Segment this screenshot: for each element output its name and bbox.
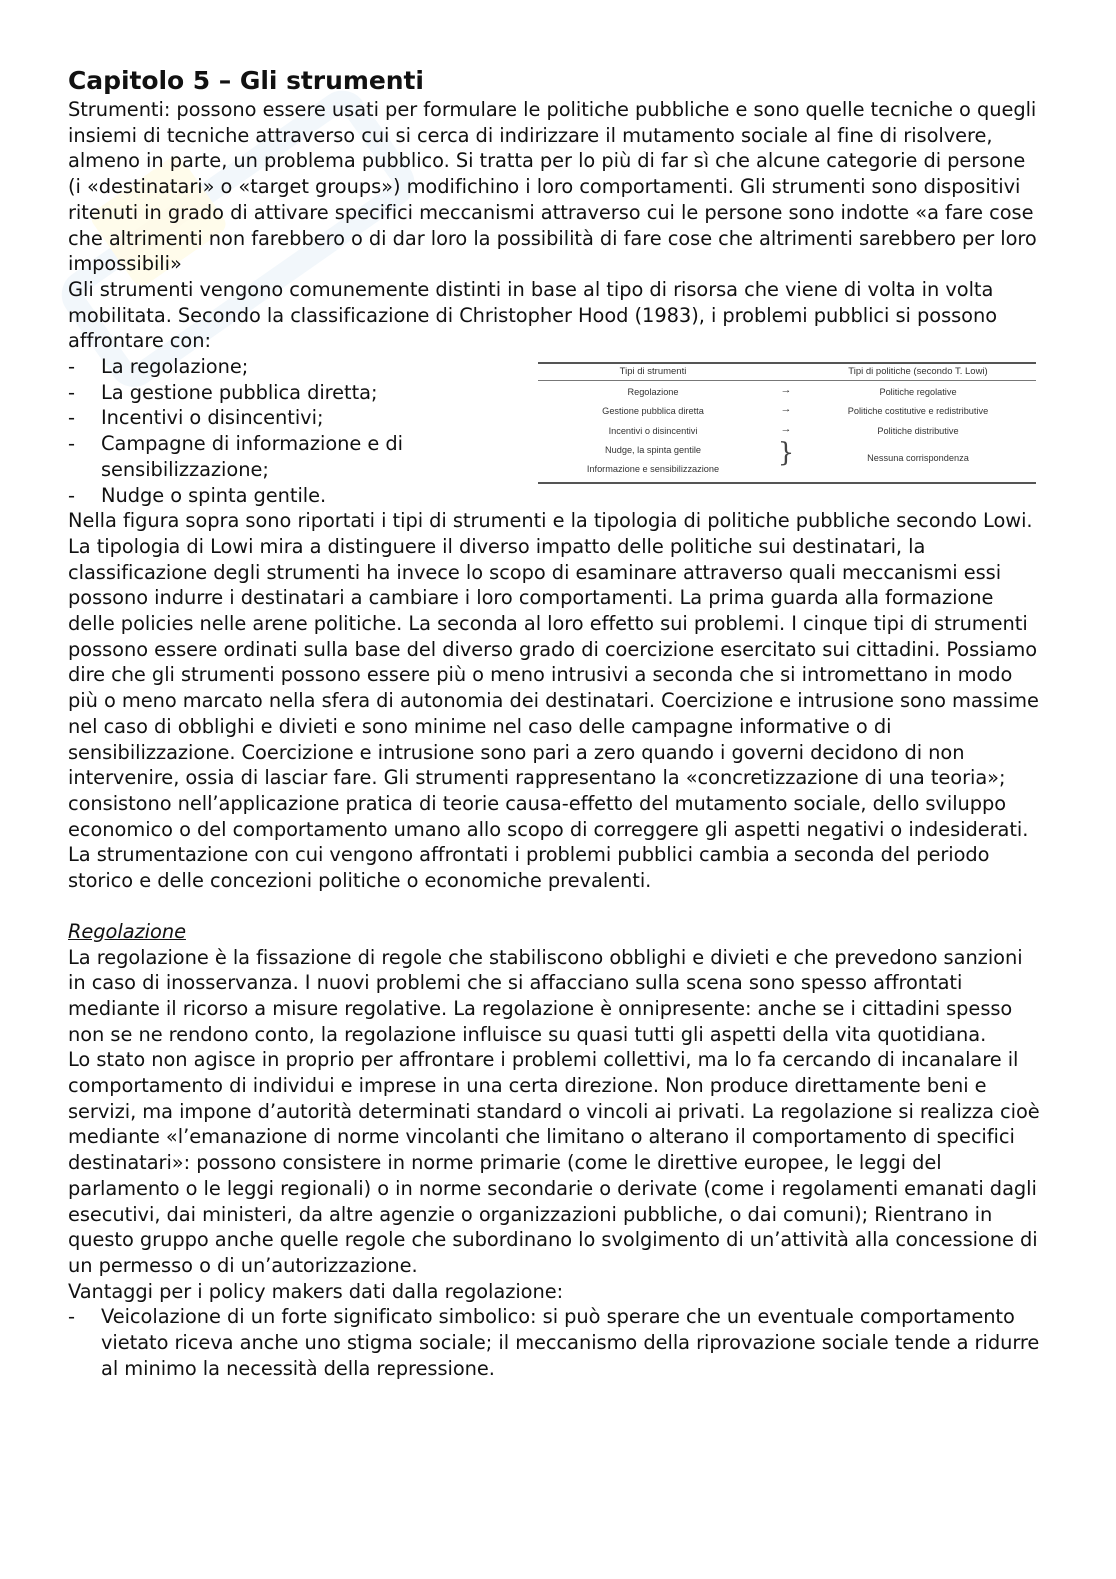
list-item: - Campagne di informazione e di sensibilizzazione;	[68, 432, 403, 481]
list-item: - Incentivi o disincentivi;	[68, 406, 324, 430]
figure-row-strumento: Regolazione	[627, 387, 679, 397]
table-rule-top	[538, 362, 1036, 364]
figure-header-politiche: Tipi di politiche (secondo T. Lowi)	[848, 366, 988, 377]
brace-icon: }	[777, 438, 795, 468]
figure-row-politica: Politiche costitutive e redistributive	[847, 406, 989, 416]
paragraph-figure-ref: Nella figura sopra sono riportati i tipi di strumenti e la tipologia di politiche pubbliche secondo Lowi.	[68, 509, 1033, 533]
dash-bullet: -	[68, 380, 75, 404]
list-item: - La regolazione;	[68, 355, 249, 379]
paragraph-regolazione-def: La regolazione è la fissazione di regole che stabiliscono obblighi e divieti e che prevedono sanzioni in caso di inosservanza. I nuovi problemi che si affacciano sulla scena sono spesso affrontati mediante il ricorso a misure regolative. La regolazione è onnipresente: anche se i cittadini spesso non se ne rendono conto, la regolazione influisce su quasi tutti gli aspetti della vita quotidiana.	[68, 945, 1023, 1046]
paragraph-hood: Gli strumenti vengono comunemente distinti in base al tipo di risorsa che viene di volta in volta mobilitata. Secondo la classificazione di Christopher Hood (1983), i problemi pubblici si possono affrontare con:	[68, 277, 998, 353]
figure-row-politica: Nessuna corrispondenza	[867, 453, 969, 463]
arrow-icon: →	[780, 423, 792, 435]
dash-bullet: -	[68, 1305, 75, 1329]
list-item: - Veicolazione di un forte significato simbolico: si può sperare che un eventuale comportamento vietato riceva anche uno stigma sociale; il meccanismo della riprovazione sociale tende a ridurre al minimo la necessità della repressione.	[68, 1305, 1040, 1380]
figure-header-strumenti: Tipi di strumenti	[619, 366, 687, 377]
figure-row-strumento: Incentivi o disincentivi	[608, 426, 698, 436]
figure-row-strumento: Informazione e sensibilizzazione	[586, 464, 720, 474]
figure-row-strumento: Nudge, la spinta gentile	[604, 445, 702, 455]
list-item: - Nudge o spinta gentile.	[68, 483, 327, 507]
dash-bullet: -	[68, 406, 75, 430]
figure-row-politica: Politiche regolative	[879, 387, 957, 397]
instrument-list	[68, 354, 448, 508]
paragraph-stato: Lo stato non agisce in proprio per affrontare i problemi collettivi, ma lo fa cercando di incanalare il comportamento di individui e imprese in una certa direzione. Non produce direttamente beni e servizi, ma impone d’autorità determinati standard o vincoli ai privati. La regolazione si realizza cioè mediante «l’emanazione di norme vincolanti che limitano o alterano il comportamento di specifici destinatari»: possono consistere in norme primarie (come le direttive europee, le leggi del parlamento o le leggi regionali) o in norme secondarie o derivate (come i regolamenti emanati dagli esecutivi, dai ministeri, da altre agenzie o organizzazioni pubbliche, o dai comuni); Rientrano in questo gruppo anche quelle regole che subordinano lo svolgimento di un’attività alla concessione di un permesso o di un’autorizzazione.	[68, 1048, 1040, 1277]
paragraph-vantaggi: Vantaggi per i policy makers dati dalla regolazione:	[68, 1279, 564, 1303]
dash-bullet: -	[68, 355, 75, 379]
table-rule-bottom	[538, 482, 1036, 484]
document-page	[68, 64, 1044, 1381]
table-rule-middle	[538, 380, 1036, 381]
arrow-icon: →	[780, 403, 792, 415]
instruments-figure	[538, 360, 1036, 484]
list-item: - La gestione pubblica diretta;	[68, 380, 378, 404]
figure-row-strumento: Gestione pubblica diretta	[602, 406, 704, 416]
paragraph-lowi: La tipologia di Lowi mira a distinguere il diverso impatto delle politiche sui destinatari, la classificazione degli strumenti ha invece lo scopo di esaminare attraverso quali meccanismi essi possono indurre i destinatari a cambiare i loro comportamenti. La prima guarda alla formazione delle policies nelle arene politiche. La seconda al loro effetto sui problemi. I cinque tipi di strumenti possono essere ordinati sulla base del diverso grado di coercizione esercitato sui cittadini. Possiamo dire che gli strumenti possono essere più o meno intrusivi a seconda che si intromettano in modo più o meno marcato nella sfera di autonomia dei destinatari. Coercizione e intrusione sono massime nel caso di obblighi e divieti e sono minime nel caso delle campagne informative o di sensibilizzazione. Coercizione e intrusione sono pari a zero quando i governi decidono di non intervenire, ossia di lasciar fare. Gli strumenti rappresentano la «concretizzazione di una teoria»; consistono nell’applicazione pratica di teorie causa-effetto del mutamento sociale, dello sviluppo economico o del comportamento umano allo scopo di correggere gli aspetti negativi o indesiderati. La strumentazione con cui vengono affrontati i problemi pubblici cambia a seconda del periodo storico e delle concezioni politiche o economiche prevalenti.	[68, 534, 1039, 893]
section-heading-regolazione: Regolazione	[68, 919, 186, 943]
advantages-list	[68, 1304, 1044, 1381]
page-title: Capitolo 5 – Gli strumenti	[68, 66, 424, 95]
paragraph-intro: Strumenti: possono essere usati per formulare le politiche pubbliche e sono quelle tecniche o quegli insiemi di tecniche attraverso cui si cerca di indirizzare il mutamento sociale al fine di risolvere, almeno in parte, un problema pubblico. Si tratta per lo più di far sì che alcune categorie di persone (i «destinatari» o «target groups») modifichino i loro comportamenti. Gli strumenti sono dispositivi ritenuti in grado di attivare specifici meccanismi attraverso cui le persone sono indotte «a fare cose che altrimenti non farebbero o di dar loro la possibilità di fare cose che altrimenti sarebbero per loro impossibili»	[68, 98, 1037, 276]
dash-bullet: -	[68, 432, 75, 456]
dash-bullet: -	[68, 483, 75, 507]
figure-row-politica: Politiche distributive	[877, 426, 959, 436]
arrow-icon: →	[780, 384, 792, 396]
